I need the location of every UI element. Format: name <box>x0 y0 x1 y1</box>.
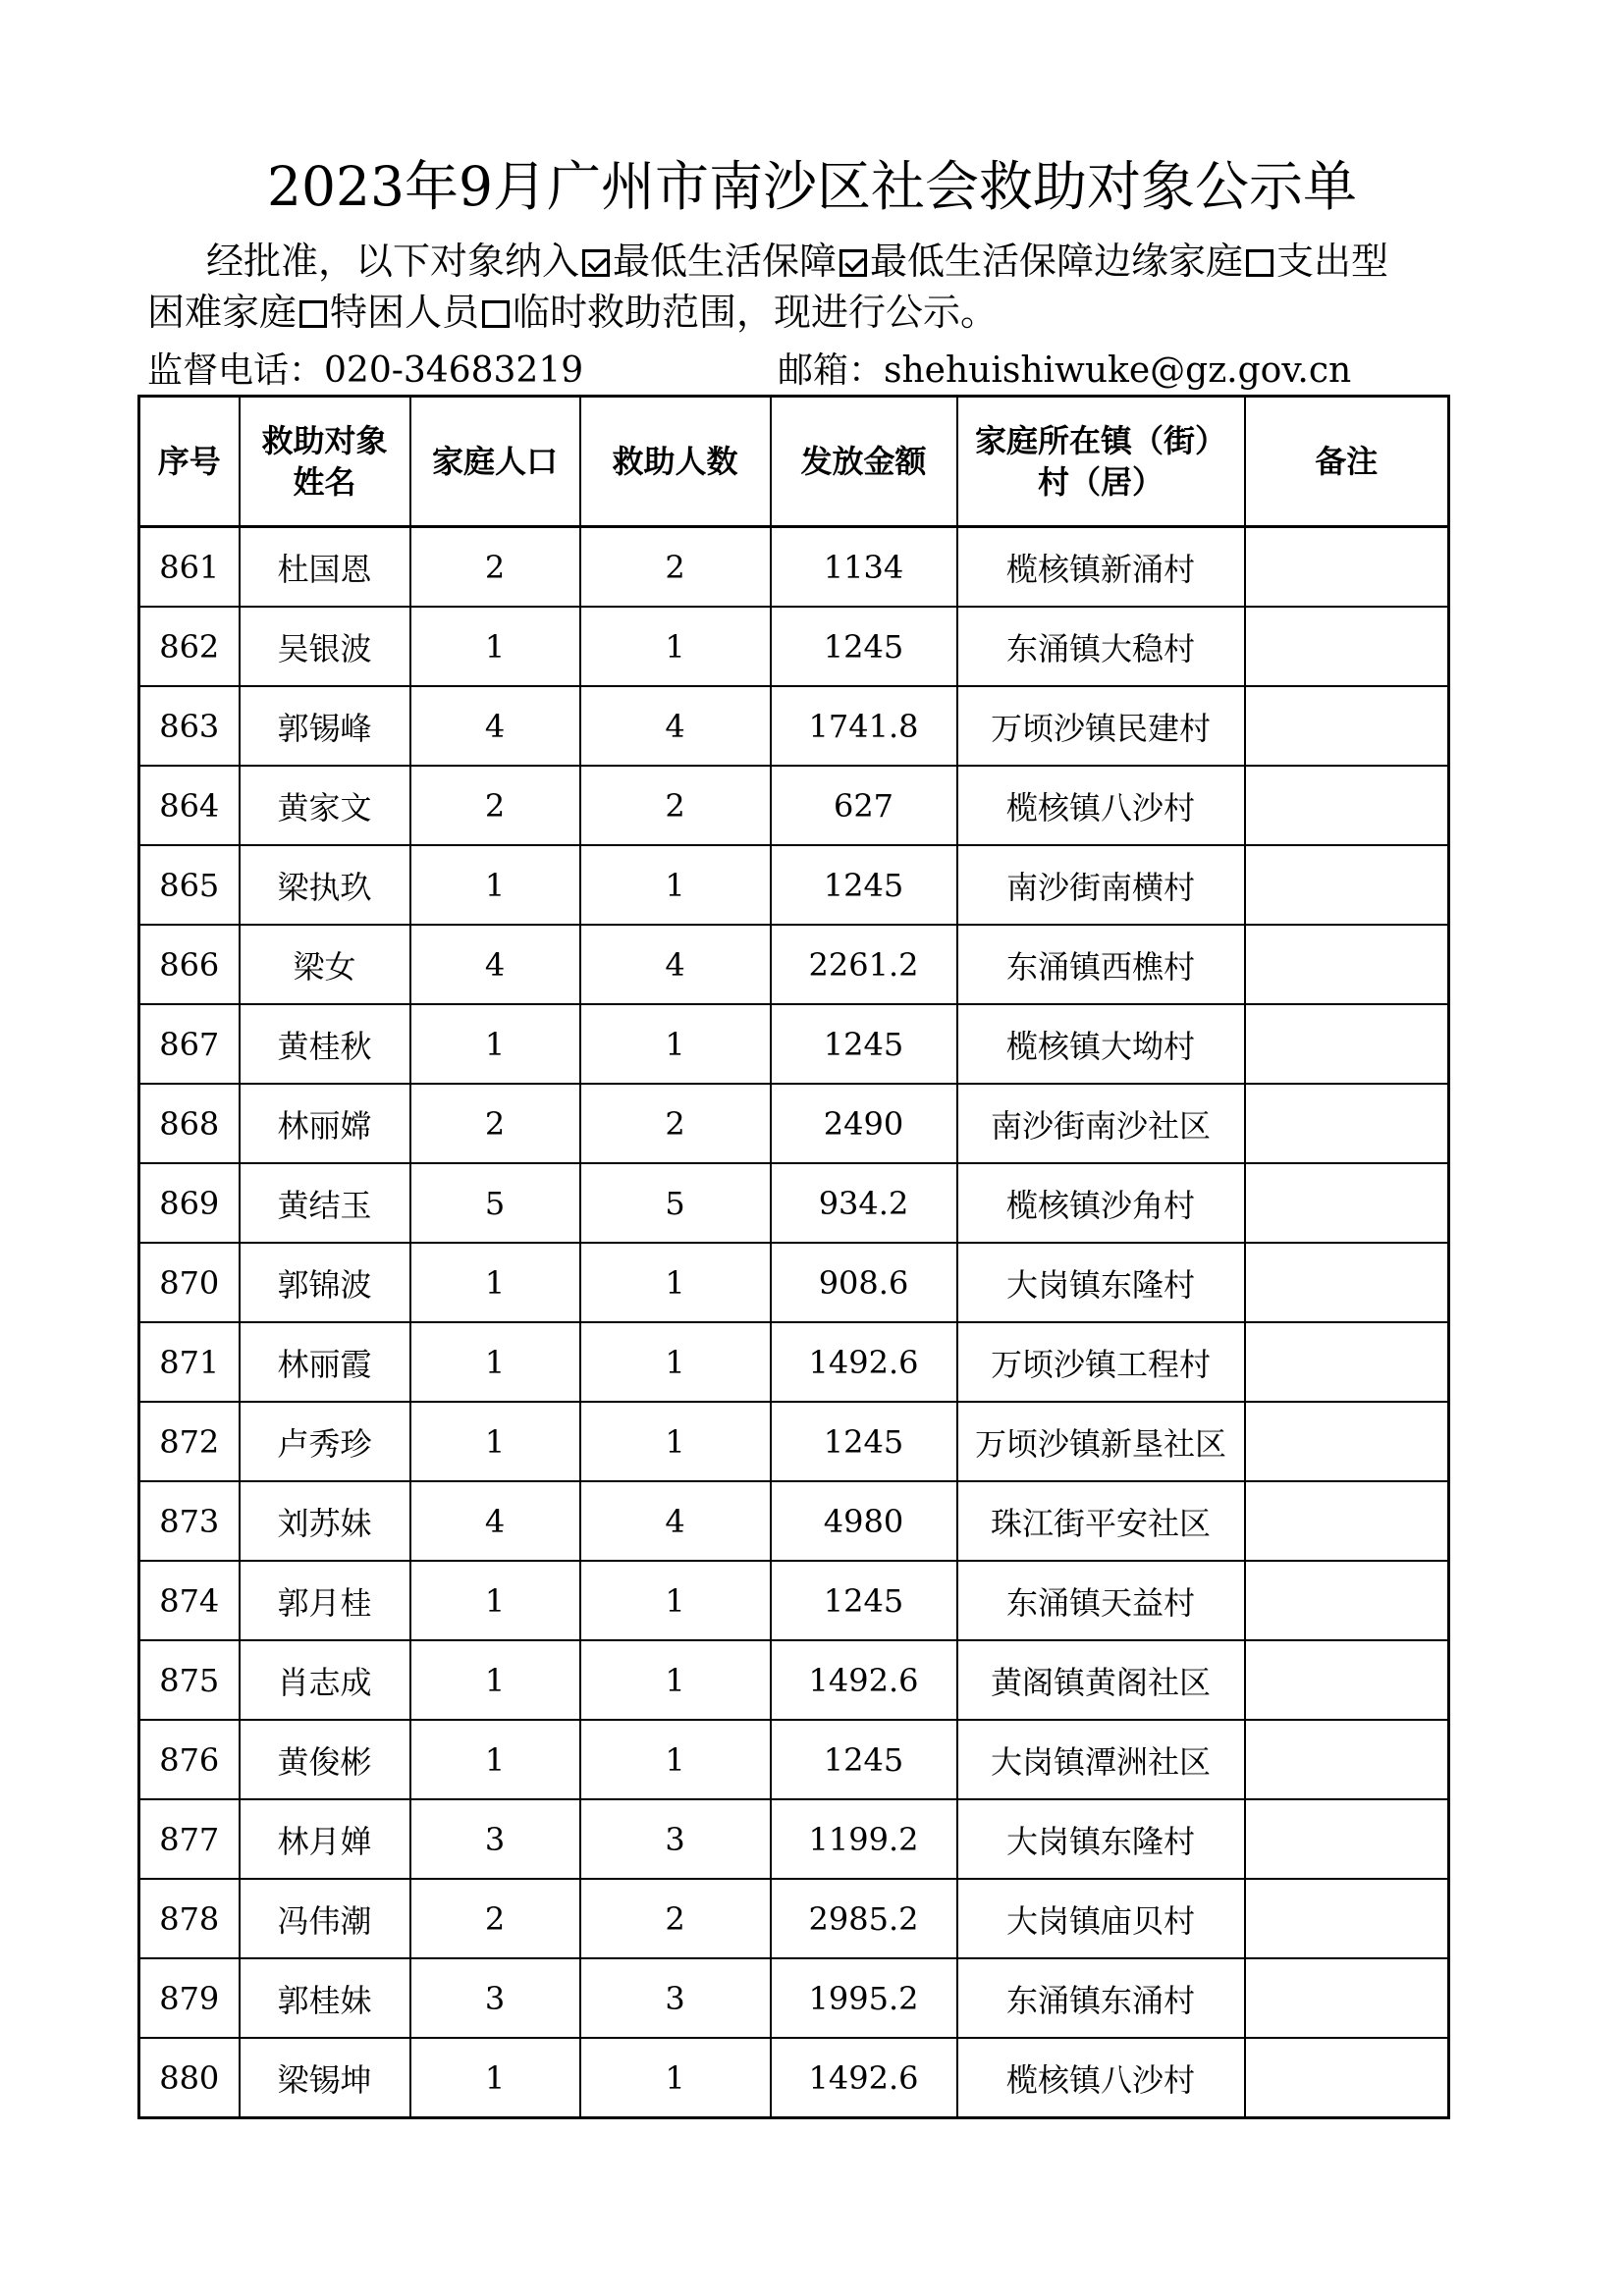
cell-col-assisted: 1 <box>580 1004 771 1084</box>
table-row <box>139 1163 1449 1243</box>
cell-col-name: 梁执玖 <box>240 845 410 925</box>
cell-col-assisted: 2 <box>580 1879 771 1958</box>
cell-col-assisted: 1 <box>580 2038 771 2118</box>
cell-col-remarks <box>1245 1163 1449 1243</box>
cell-col-amount: 1245 <box>771 1561 957 1640</box>
cell-col-seq: 872 <box>139 1402 240 1481</box>
cell-col-assisted: 2 <box>580 527 771 608</box>
cell-col-amount: 1134 <box>771 527 957 608</box>
table-row <box>139 2038 1449 2118</box>
cell-col-location: 东涌镇东涌村 <box>957 1958 1245 2038</box>
email-address: shehuishiwuke@gz.gov.cn <box>884 350 1352 391</box>
table-body <box>139 527 1449 2118</box>
cell-col-assisted: 2 <box>580 766 771 845</box>
cell-col-name: 黄桂秋 <box>240 1004 410 1084</box>
table-row <box>139 527 1449 608</box>
header-col-name <box>240 397 410 527</box>
cell-col-household: 1 <box>410 845 580 925</box>
header-col-seq <box>139 397 240 527</box>
header-col-amount <box>771 397 957 527</box>
table-row <box>139 1958 1449 2038</box>
cell-col-name: 林丽嫦 <box>240 1084 410 1163</box>
intro-paragraph <box>147 236 1443 338</box>
checkbox-unchecked-icon <box>482 300 510 328</box>
cell-col-household: 1 <box>410 2038 580 2118</box>
cell-col-assisted: 1 <box>580 1243 771 1322</box>
cell-col-household: 2 <box>410 766 580 845</box>
cell-col-household: 1 <box>410 1402 580 1481</box>
cell-col-seq: 870 <box>139 1243 240 1322</box>
option-extremely-poor: 特困人员 <box>330 291 480 334</box>
cell-col-name: 郭锦波 <box>240 1243 410 1322</box>
cell-col-assisted: 2 <box>580 1084 771 1163</box>
cell-col-assisted: 4 <box>580 1481 771 1561</box>
cell-col-household: 1 <box>410 607 580 686</box>
cell-col-location: 榄核镇大坳村 <box>957 1004 1245 1084</box>
cell-col-name: 郭月桂 <box>240 1561 410 1640</box>
cell-col-seq: 877 <box>139 1799 240 1879</box>
option-expenditure-type: 支出型 <box>1276 240 1389 283</box>
cell-col-amount: 1245 <box>771 1004 957 1084</box>
cell-col-location: 黄阁镇黄阁社区 <box>957 1640 1245 1720</box>
cell-col-assisted: 1 <box>580 1561 771 1640</box>
cell-col-location: 榄核镇八沙村 <box>957 766 1245 845</box>
cell-col-remarks <box>1245 1084 1449 1163</box>
cell-col-seq: 862 <box>139 607 240 686</box>
header-text: 家庭人口 <box>431 443 558 480</box>
checkbox-checked-icon <box>582 249 610 277</box>
cell-col-seq: 873 <box>139 1481 240 1561</box>
table-row <box>139 1004 1449 1084</box>
cell-col-amount: 1492.6 <box>771 1322 957 1402</box>
cell-col-assisted: 1 <box>580 845 771 925</box>
cell-col-remarks <box>1245 925 1449 1004</box>
table-row <box>139 1481 1449 1561</box>
phone-number: 020-34683219 <box>324 350 584 391</box>
cell-col-seq: 874 <box>139 1561 240 1640</box>
cell-col-seq: 863 <box>139 686 240 766</box>
cell-col-name: 杜国恩 <box>240 527 410 608</box>
table-row <box>139 845 1449 925</box>
intro-line-1 <box>147 236 1443 287</box>
header-text: 救助对象 <box>261 422 388 459</box>
assistance-table <box>137 395 1450 2119</box>
cell-col-location: 榄核镇新涌村 <box>957 527 1245 608</box>
cell-col-location: 东涌镇西樵村 <box>957 925 1245 1004</box>
header-text: 姓名 <box>293 463 356 501</box>
cell-col-assisted: 3 <box>580 1799 771 1879</box>
cell-col-location: 大岗镇潭洲社区 <box>957 1720 1245 1799</box>
header-text: 备注 <box>1315 443 1379 480</box>
phone-label: 监督电话： <box>147 350 325 391</box>
cell-col-household: 2 <box>410 527 580 608</box>
cell-col-seq: 867 <box>139 1004 240 1084</box>
cell-col-remarks <box>1245 686 1449 766</box>
header-text: 村（居） <box>1037 463 1164 501</box>
header-col-household <box>410 397 580 527</box>
table-row <box>139 766 1449 845</box>
cell-col-remarks <box>1245 1402 1449 1481</box>
header-col-location <box>957 397 1245 527</box>
cell-col-seq: 869 <box>139 1163 240 1243</box>
cell-col-remarks <box>1245 1561 1449 1640</box>
cell-col-remarks <box>1245 527 1449 608</box>
cell-col-remarks <box>1245 2038 1449 2118</box>
cell-col-household: 4 <box>410 925 580 1004</box>
cell-col-household: 2 <box>410 1879 580 1958</box>
contact-email <box>778 348 1351 394</box>
cell-col-amount: 2985.2 <box>771 1879 957 1958</box>
cell-col-location: 大岗镇东隆村 <box>957 1799 1245 1879</box>
cell-col-amount: 908.6 <box>771 1243 957 1322</box>
cell-col-remarks <box>1245 1879 1449 1958</box>
header-text: 序号 <box>157 443 221 480</box>
table-row <box>139 686 1449 766</box>
cell-col-location: 万顷沙镇工程村 <box>957 1322 1245 1402</box>
cell-col-name: 肖志成 <box>240 1640 410 1720</box>
table-row <box>139 1084 1449 1163</box>
cell-col-remarks <box>1245 845 1449 925</box>
cell-col-household: 1 <box>410 1322 580 1402</box>
cell-col-amount: 1492.6 <box>771 1640 957 1720</box>
intro-prefix: 经批准，以下对象纳入 <box>206 240 580 283</box>
table-header-row <box>139 397 1449 527</box>
header-text: 家庭所在镇（街） <box>974 422 1226 459</box>
cell-col-name: 梁女 <box>240 925 410 1004</box>
contact-line <box>147 348 1443 394</box>
cell-col-location: 珠江街平安社区 <box>957 1481 1245 1561</box>
cell-col-amount: 2261.2 <box>771 925 957 1004</box>
cell-col-name: 林丽霞 <box>240 1322 410 1402</box>
cell-col-name: 郭桂妹 <box>240 1958 410 2038</box>
cell-col-amount: 4980 <box>771 1481 957 1561</box>
cell-col-location: 万顷沙镇新垦社区 <box>957 1402 1245 1481</box>
table-row <box>139 1322 1449 1402</box>
email-label: 邮箱： <box>778 350 885 391</box>
cell-col-remarks <box>1245 1004 1449 1084</box>
cell-col-household: 1 <box>410 1004 580 1084</box>
cell-col-amount: 1245 <box>771 845 957 925</box>
cell-col-name: 黄结玉 <box>240 1163 410 1243</box>
cell-col-name: 黄家文 <box>240 766 410 845</box>
cell-col-assisted: 4 <box>580 925 771 1004</box>
cell-col-seq: 864 <box>139 766 240 845</box>
cell-col-seq: 868 <box>139 1084 240 1163</box>
header-col-remarks <box>1245 397 1449 527</box>
cell-col-remarks <box>1245 766 1449 845</box>
cell-col-remarks <box>1245 1243 1449 1322</box>
cell-col-household: 4 <box>410 686 580 766</box>
cell-col-location: 大岗镇庙贝村 <box>957 1879 1245 1958</box>
intro-line-2 <box>147 287 1443 338</box>
cell-col-seq: 865 <box>139 845 240 925</box>
cell-col-amount: 1245 <box>771 607 957 686</box>
cell-col-amount: 1199.2 <box>771 1799 957 1879</box>
cell-col-amount: 1245 <box>771 1720 957 1799</box>
cell-col-name: 郭锡峰 <box>240 686 410 766</box>
checkbox-checked-icon <box>839 249 867 277</box>
cell-col-assisted: 1 <box>580 1720 771 1799</box>
cell-col-seq: 880 <box>139 2038 240 2118</box>
cell-col-name: 黄俊彬 <box>240 1720 410 1799</box>
cell-col-name: 梁锡坤 <box>240 2038 410 2118</box>
page-title: 2023年9月广州市南沙区社会救助对象公示单 <box>267 155 1357 218</box>
header-text: 救助人数 <box>612 443 738 480</box>
table-row <box>139 1720 1449 1799</box>
cell-col-seq: 878 <box>139 1879 240 1958</box>
cell-col-seq: 866 <box>139 925 240 1004</box>
cell-col-remarks <box>1245 1481 1449 1561</box>
option-marginal-family: 最低生活保障边缘家庭 <box>870 240 1244 283</box>
cell-col-location: 南沙街南沙社区 <box>957 1084 1245 1163</box>
cell-col-location: 大岗镇东隆村 <box>957 1243 1245 1322</box>
cell-col-remarks <box>1245 1799 1449 1879</box>
cell-col-amount: 1245 <box>771 1402 957 1481</box>
table-row <box>139 1879 1449 1958</box>
option-expenditure-type-cont: 困难家庭 <box>147 291 298 334</box>
cell-col-household: 1 <box>410 1243 580 1322</box>
option-temporary-assistance: 临时救助范围，现进行公示。 <box>513 291 999 334</box>
cell-col-amount: 1741.8 <box>771 686 957 766</box>
table-row <box>139 1640 1449 1720</box>
cell-col-household: 3 <box>410 1958 580 2038</box>
cell-col-amount: 1492.6 <box>771 2038 957 2118</box>
cell-col-assisted: 1 <box>580 1322 771 1402</box>
header-col-assisted <box>580 397 771 527</box>
cell-col-name: 刘苏妹 <box>240 1481 410 1561</box>
cell-col-seq: 879 <box>139 1958 240 2038</box>
cell-col-remarks <box>1245 1640 1449 1720</box>
table-row <box>139 1402 1449 1481</box>
option-minimum-living-security: 最低生活保障 <box>613 240 838 283</box>
cell-col-household: 4 <box>410 1481 580 1561</box>
header-text: 发放金额 <box>800 443 927 480</box>
cell-col-amount: 934.2 <box>771 1163 957 1243</box>
cell-col-seq: 871 <box>139 1322 240 1402</box>
cell-col-name: 林月婵 <box>240 1799 410 1879</box>
table-row <box>139 1561 1449 1640</box>
cell-col-remarks <box>1245 607 1449 686</box>
cell-col-household: 1 <box>410 1561 580 1640</box>
cell-col-name: 吴银波 <box>240 607 410 686</box>
cell-col-location: 榄核镇沙角村 <box>957 1163 1245 1243</box>
cell-col-location: 东涌镇天益村 <box>957 1561 1245 1640</box>
cell-col-household: 1 <box>410 1640 580 1720</box>
cell-col-assisted: 5 <box>580 1163 771 1243</box>
table-row <box>139 1799 1449 1879</box>
supervision-phone <box>147 348 583 394</box>
cell-col-assisted: 4 <box>580 686 771 766</box>
checkbox-unchecked-icon <box>299 300 327 328</box>
cell-col-location: 榄核镇八沙村 <box>957 2038 1245 2118</box>
cell-col-name: 冯伟潮 <box>240 1879 410 1958</box>
cell-col-seq: 861 <box>139 527 240 608</box>
cell-col-name: 卢秀珍 <box>240 1402 410 1481</box>
cell-col-assisted: 3 <box>580 1958 771 2038</box>
cell-col-household: 2 <box>410 1084 580 1163</box>
cell-col-seq: 876 <box>139 1720 240 1799</box>
cell-col-assisted: 1 <box>580 607 771 686</box>
table-row <box>139 607 1449 686</box>
cell-col-amount: 627 <box>771 766 957 845</box>
table-row <box>139 925 1449 1004</box>
cell-col-household: 3 <box>410 1799 580 1879</box>
cell-col-remarks <box>1245 1958 1449 2038</box>
cell-col-remarks <box>1245 1322 1449 1402</box>
cell-col-location: 南沙街南横村 <box>957 845 1245 925</box>
cell-col-seq: 875 <box>139 1640 240 1720</box>
cell-col-household: 5 <box>410 1163 580 1243</box>
checkbox-unchecked-icon <box>1246 249 1273 277</box>
cell-col-location: 东涌镇大稳村 <box>957 607 1245 686</box>
cell-col-remarks <box>1245 1720 1449 1799</box>
cell-col-assisted: 1 <box>580 1402 771 1481</box>
table-row <box>139 1243 1449 1322</box>
cell-col-amount: 2490 <box>771 1084 957 1163</box>
cell-col-location: 万顷沙镇民建村 <box>957 686 1245 766</box>
cell-col-household: 1 <box>410 1720 580 1799</box>
cell-col-amount: 1995.2 <box>771 1958 957 2038</box>
cell-col-assisted: 1 <box>580 1640 771 1720</box>
